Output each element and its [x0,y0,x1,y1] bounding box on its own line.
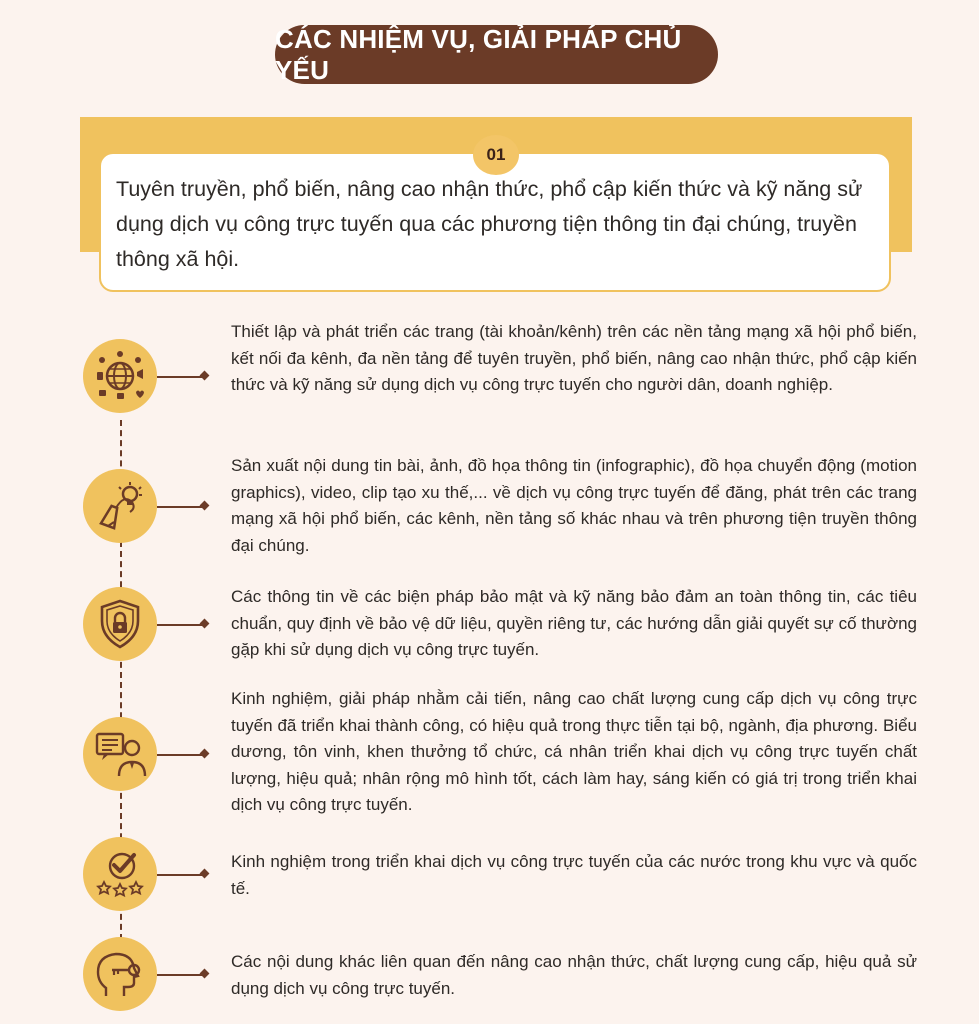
checkmark-stars-icon [83,837,157,911]
security-shield-lock-icon [83,587,157,661]
item-4-text: Kinh nghiệm, giải pháp nhằm cải tiến, nâng cao chất lượng cung cấp dịch vụ công trực tuyến đã triển khai thành công, có hiệu quả trong thực tiễn tại bộ, ngành, địa phương. Biểu dương, tôn vinh, khen thưởng tổ chức, cá nhân triển khai dịch vụ công trực tuyến chất lượng, hiệu quả; nhân rộng mô hình tốt, cách làm hay, sáng kiến có giá trị trong triển khai dịch vụ công trực tuyến. [231,689,917,814]
item-1-text: Thiết lập và phát triển các trang (tài khoản/kênh) trên các nền tảng mạng xã hội phổ biến, kết nối đa kênh, đa nền tảng để tuyên truyền, phổ biến, nâng cao nhận thức, phổ cập kiến thức và kỹ năng sử dụng dịch vụ công trực tuyến cho người dân, doanh nghiệp. [231,322,917,394]
presenter-speech-icon [83,717,157,791]
social-network-globe-icon [83,339,157,413]
page-title-text: CÁC NHIỆM VỤ, GIẢI PHÁP CHỦ YẾU [275,23,682,85]
head-key-icon [83,937,157,1011]
page-title [275,25,718,84]
item-5-text: Kinh nghiệm trong triển khai dịch vụ công trực tuyến của các nước trong khu vực và quốc tế. [231,852,917,898]
connector-6 [157,974,203,976]
section-number: 01 [486,145,506,164]
item-2-text: Sản xuất nội dung tin bài, ảnh, đồ họa thông tin (infographic), đồ họa chuyển động (motion graphics), video, clip tạo xu thế,... về dịch vụ công trực tuyến để đăng, phát trên các trang mạng xã hội phổ biến, các kênh, nền tảng số khác nhau và trên phương tiện truyền thông đại chúng. [231,456,917,555]
connector-5 [157,874,203,876]
item-3-text: Các thông tin về các biện pháp bảo mật và kỹ năng bảo đảm an toàn thông tin, các tiêu chuẩn, quy định về bảo vệ dữ liệu, quyền riêng tư, các hướng dẫn giải quyết sự cố thường gặp khi sử dụng dịch vụ công trực tuyến. [231,587,917,659]
connector-3 [157,624,203,626]
connector-2 [157,506,203,508]
connector-4 [157,754,203,756]
creative-pencil-bulb-icon [83,469,157,543]
item-6-text: Các nội dung khác liên quan đến nâng cao nhận thức, chất lượng cung cấp, hiệu quả sử dụng dịch vụ công trực tuyến. [231,952,917,998]
connector-1 [157,376,203,378]
section-number-badge [473,135,519,175]
section-description: Tuyên truyền, phổ biến, nâng cao nhận thức, phổ cập kiến thức và kỹ năng sử dụng dịch vụ công trực tuyến qua các phương tiện thông tin đại chúng, truyền thông xã hội. [116,177,863,271]
